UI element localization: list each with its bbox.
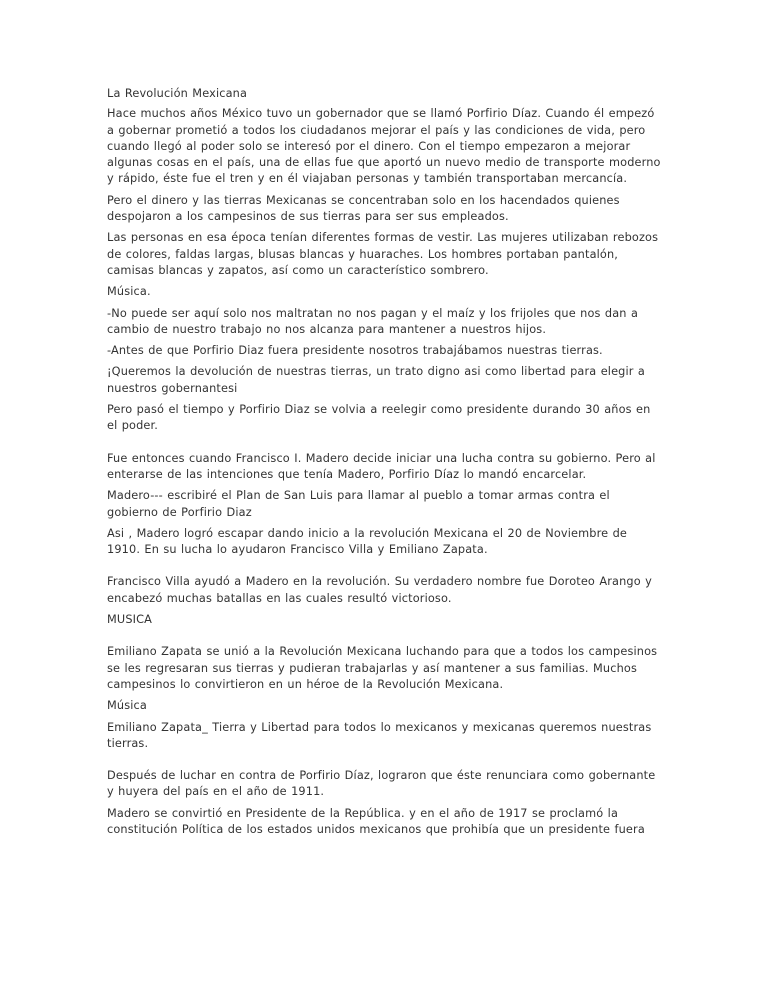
paragraph: Asi , Madero logró escapar dando inicio a la revolución Mexicana el 20 de Noviembre de 1910. En su lucha lo ayudaron Francisco Villa y Emiliano Zapata. [107,526,628,557]
paragraph: Pero el dinero y las tierras Mexicanas se concentraban solo en los hacendados quienes despojaron a los campesinos de sus tierras para ser sus empleados. [107,193,620,224]
paragraph: Francisco Villa ayudó a Madero en la revolución. Su verdadero nombre fue Doroteo Arango y encabezó muchas batallas en las cuales resultó victorioso. [107,575,652,605]
paragraph: MUSICA [107,613,153,627]
paragraph: -No puede ser aquí solo nos maltratan no nos pagan y el maíz y los frijoles que nos dan a cambio de nuestro trabajo no nos alcanza para mantener a nuestros hijos. [107,306,639,336]
document-title: La Revolución Mexicana [107,87,248,100]
paragraph: Hace muchos años México tuvo un gobernador que se llamó Porfirio Díaz. Cuando él empezó a gobernar prometió a todos los ciudadanos mejorar el país y las condiciones de vida, pero cuando llegó al poder solo se interesó por el dinero. Con el tiempo empezaron a mejorar algunas cosas en el país, una de ellas fue que aportó un nuevo medio de transporte moderno y rápido, éste fue el tren y en él viajaban personas y también transportaban mercancía. [107,107,661,186]
paragraph: Las personas en esa época tenían diferentes formas de vestir. Las mujeres utilizaban rebozos de colores, faldas largas, blusas blancas y huaraches. Los hombres portaban pantalón, camisas blancas y zapatos, así como un característico sombrero. [107,231,659,277]
paragraph: Emiliano Zapata se unió a la Revolución Mexicana luchando para que a todos los campesinos se les regresaran sus tierras y pudieran trabajarlas y así mantener a sus familias. Muchos campesinos lo convirtieron en un héroe de la Revolución Mexicana. [107,645,658,691]
document-body [107,106,663,838]
paragraph: Después de luchar en contra de Porfirio Díaz, lograron que éste renunciara como gobernante y huyera del país en el año de 1911. [107,769,656,799]
paragraph: Música. [107,285,151,299]
paragraph: ¡Queremos la devolución de nuestras tierras, un trato digno asi como libertad para elegir a nuestros gobernantesi [107,365,646,395]
paragraph: Pero pasó el tiempo y Porfirio Diaz se volvia a reelegir como presidente durando 30 años en el poder. [107,403,651,433]
paragraph: Música [107,699,147,713]
document-page [107,86,663,843]
paragraph: Emiliano Zapata_ Tierra y Libertad para todos lo mexicanos y mexicanas queremos nuestras tierras. [107,720,652,750]
paragraph: Madero se convirtió en Presidente de la República. y en el año de 1917 se proclamó la constitución Política de los estados unidos mexicanos que prohibía que un presidente fuera [107,806,645,836]
paragraph: Madero--- escribiré el Plan de San Luis para llamar al pueblo a tomar armas contra el gobierno de Porfirio Diaz [107,489,610,519]
paragraph: Fue entonces cuando Francisco I. Madero decide iniciar una lucha contra su gobierno. Pero al enterarse de las intenciones que tenía Madero, Porfirio Díaz lo mandó encarcelar. [107,451,656,481]
paragraph: -Antes de que Porfirio Diaz fuera presidente nosotros trabajábamos nuestras tierras. [107,344,603,358]
